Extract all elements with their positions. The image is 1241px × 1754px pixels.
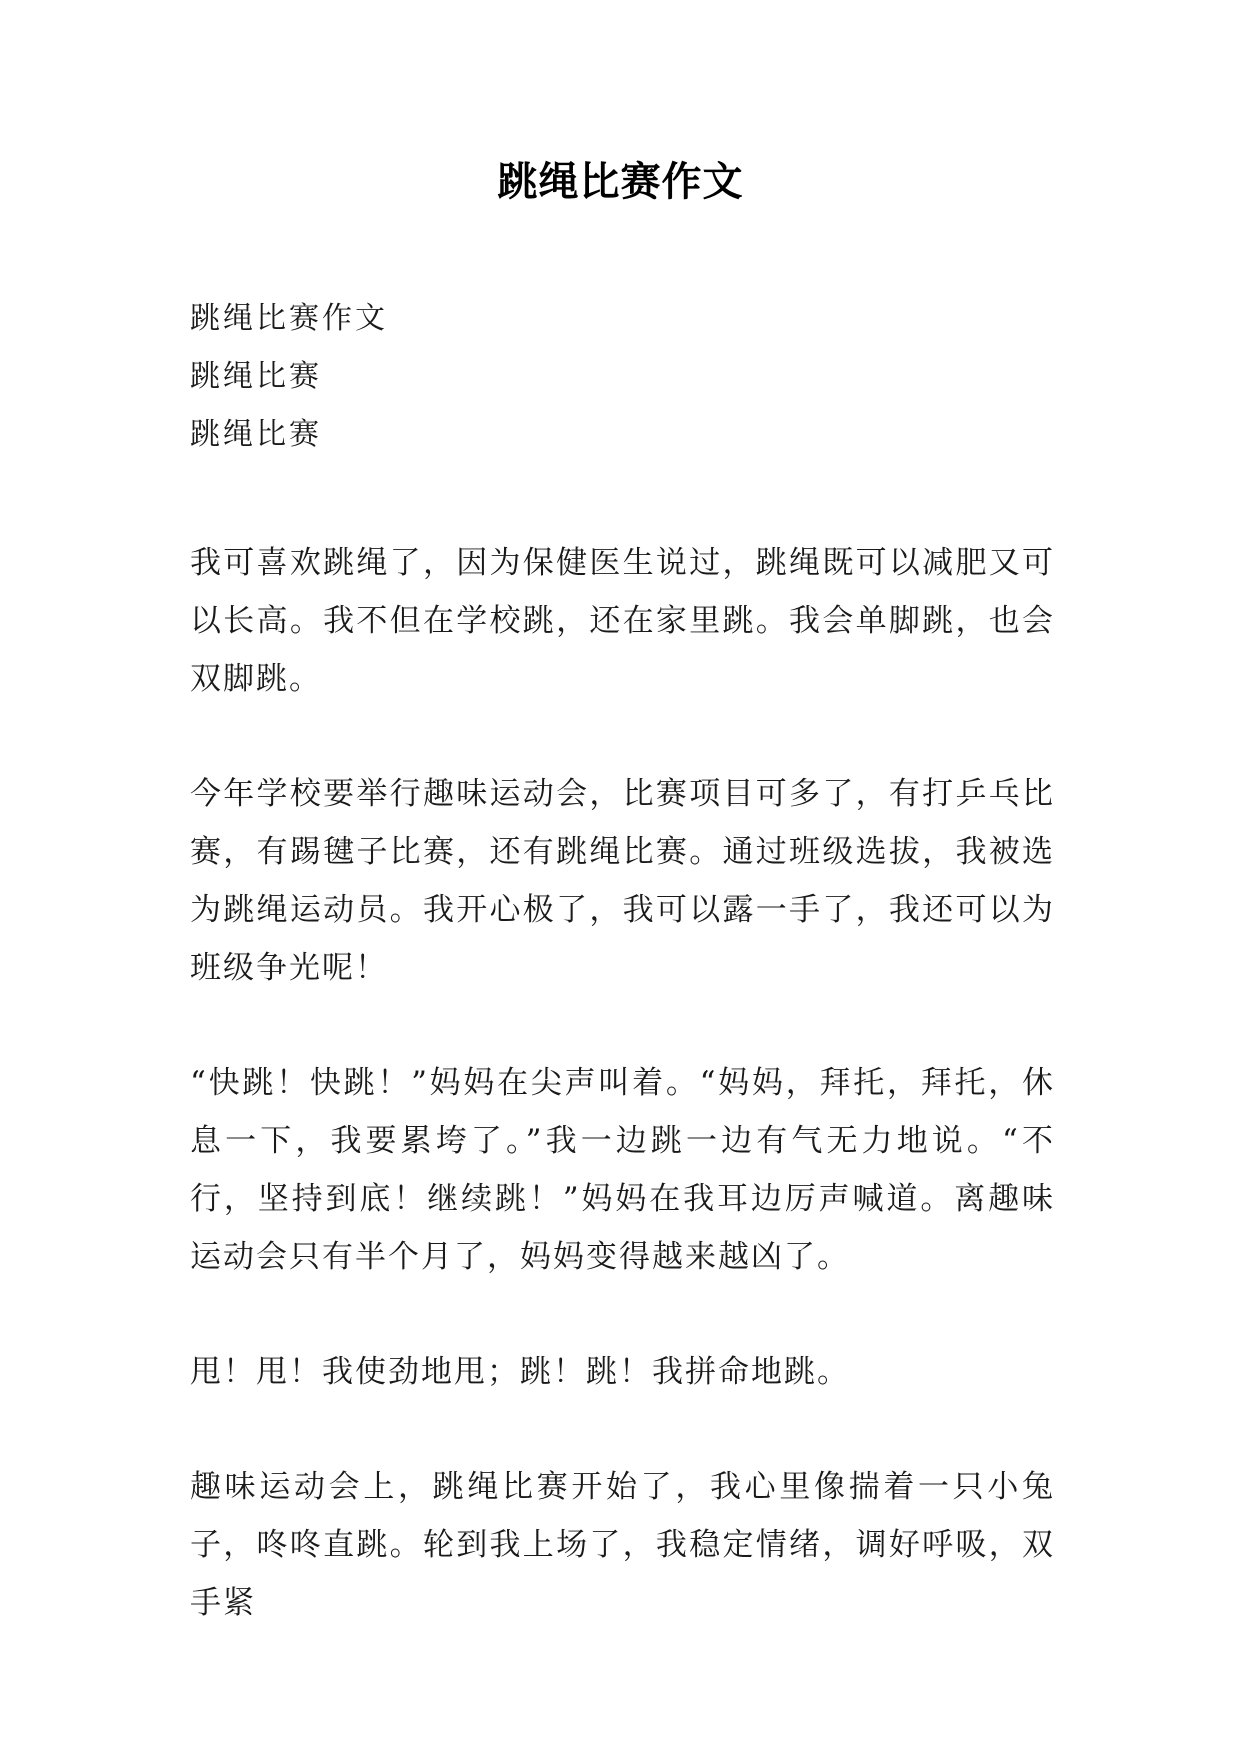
heading-line: 跳绳比赛 (190, 417, 322, 452)
document-title: 跳绳比赛作文 (497, 158, 744, 205)
heading-line: 跳绳比赛 (190, 359, 322, 394)
paragraph: 趣味运动会上，跳绳比赛开始了，我心里像揣着一只小兔子，咚咚直跳。轮到我上场了，我稳定情绪，调好呼吸，双手紧 (190, 1469, 1055, 1621)
heading-line: 跳绳比赛作文 (190, 301, 388, 336)
paragraph: 我可喜欢跳绳了，因为保健医生说过，跳绳既可以减肥又可以长高。我不但在学校跳，还在家里跳。我会单脚跳，也会双脚跳。 (190, 545, 1055, 697)
paragraph: “快跳！快跳！”妈妈在尖声叫着。“妈妈，拜托，拜托，休息一下，我要累垮了。”我一边跳一边有气无力地说。“不行，坚持到底！继续跳！”妈妈在我耳边厉声喊道。离趣味运动会只有半个月了，妈妈变得越来越凶了。 (190, 1065, 1055, 1275)
heading-block (190, 290, 1055, 464)
document-body (190, 290, 1055, 1689)
paragraph: 今年学校要举行趣味运动会，比赛项目可多了，有打乒乓比赛，有踢毽子比赛，还有跳绳比赛。通过班级选拔，我被选为跳绳运动员。我开心极了，我可以露一手了，我还可以为班级争光呢！ (190, 776, 1055, 986)
paragraph: 甩！甩！我使劲地甩；跳！跳！我拼命地跳。 (190, 1354, 850, 1390)
